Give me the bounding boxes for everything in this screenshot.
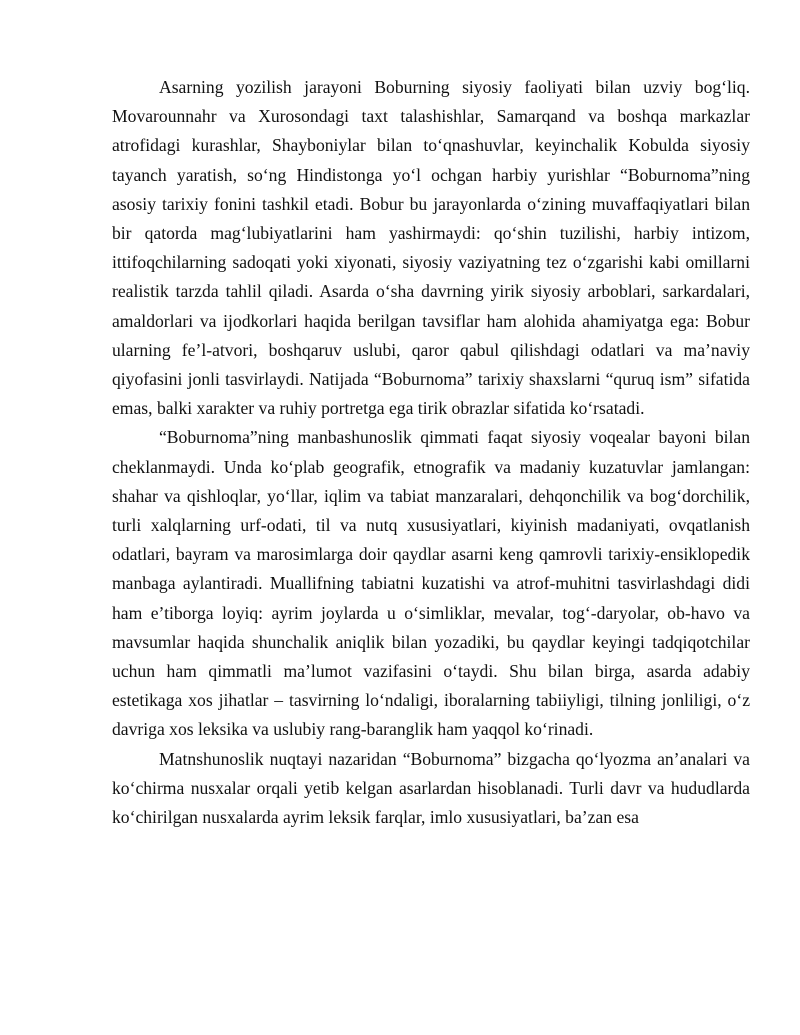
- paragraph-source-value: “Boburnoma”ning manbashunoslik qimmati faqat siyosiy voqealar bayoni bilan cheklanmaydi. Unda ko‘plab geografik, etnografik va madaniy kuzatuvlar jamlangan: shahar va qishloqlar, yo‘llar, iqlim va tabiat manzaralari, dehqonchilik va bog‘dorchilik, turli xalqlarning urf-odati, til va nutq xususiyatlari, kiyinish madaniyati, ovqatlanish odatlari, bayram va marosimlarga doir qaydlar asarni keng qamrovli tarixiy-ensiklopedik manbaga aylantiradi. Muallifning tabiatni kuzatishi va atrof-muhitni tasvirlashdagi didi ham e’tiborga loyiq: ayrim joylarda u o‘simliklar, mevalar, tog‘-daryolar, ob-havo va mavsumlar haqida shunchalik aniqlik bilan yozadiki, bu qaydlar keyingi tadqiqotchilar uchun ham qimmatli ma’lumot vazifasini o‘taydi. Shu bilan birga, asarda adabiy estetikaga xos jihatlar – tasvirning lo‘ndaligi, iboralarning tabiiyligi, tilning jonliligi, o‘z davriga xos leksika va uslubiy rang-baranglik ham yaqqol ko‘rinadi.: [112, 427, 750, 740]
- paragraph-political-background: Asarning yozilish jarayoni Boburning siyosiy faoliyati bilan uzviy bog‘liq. Movarounnahr va Xurosondagi taxt talashishlar, Samarqand va boshqa markazlar atrofidagi kurashlar, Shayboniylar bilan to‘qnashuvlar, keyinchalik Kobulda siyosiy tayanch yaratish, so‘ng Hindistonga yo‘l ochgan harbiy yurishlar “Boburnoma”ning asosiy tarixiy fonini tashkil etadi. Bobur bu jarayonlarda o‘zining muvaffaqiyatlari bilan bir qatorda mag‘lubiyatlarini ham yashirmaydi: qo‘shin tuzilishi, harbiy intizom, ittifoqchilarning sadoqati yoki xiyonati, siyosiy vaziyatning tez o‘zgarishi kabi omillarni realistik tarzda tahlil qiladi. Asarda o‘sha davrning yirik siyosiy arboblari, sarkardalari, amaldorlari va ijodkorlari haqida berilgan tavsiflar ham alohida ahamiyatga ega: Bobur ularning fe’l-atvori, boshqaruv uslubi, qaror qabul qilishdagi odatlari va ma’naviy qiyofasini jonli tasvirlaydi. Natijada “Boburnoma” tarixiy shaxslarni “quruq ism” sifatida emas, balki xarakter va ruhiy portretga ega tirik obrazlar sifatida ko‘rsatadi.: [112, 77, 750, 419]
- document-page: [112, 73, 750, 832]
- paragraph-textology: Matnshunoslik nuqtayi nazaridan “Boburnoma” bizgacha qo‘lyozma an’analari va ko‘chirma nusxalar orqali yetib kelgan asarlardan hisoblanadi. Turli davr va hududlarda ko‘chirilgan nusxalarda ayrim leksik farqlar, imlo xususiyatlari, ba’zan esa: [112, 748, 750, 828]
